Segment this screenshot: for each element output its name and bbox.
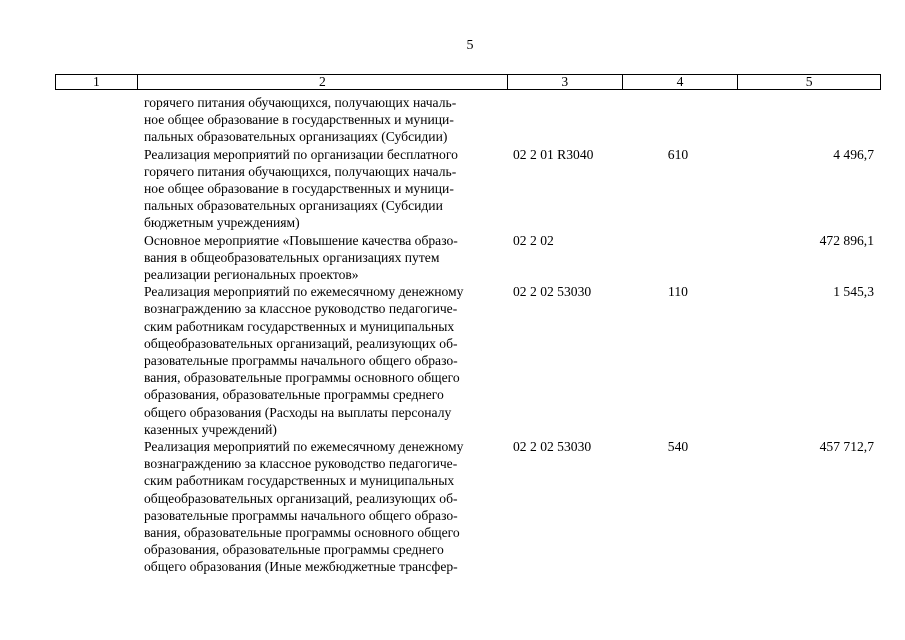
- description-line: реализации региональных проектов»: [144, 267, 359, 283]
- header-col-3: 3: [507, 75, 622, 89]
- row-expense-type: 540: [667, 439, 689, 455]
- description-line: образования, образовательные программы среднего: [144, 387, 444, 403]
- description-line: ное общее образование в государственных и муници-: [144, 112, 454, 128]
- row-expense-type: 610: [667, 146, 689, 162]
- row-amount: 472 896,1: [819, 232, 874, 248]
- description-line: ским работникам государственных и муниципальных: [144, 318, 455, 334]
- row-description: [55, 283, 507, 438]
- table-body: [55, 94, 881, 576]
- description-line: ским работникам государственных и муниципальных: [144, 473, 455, 489]
- row-code: 02 2 02 53030: [513, 284, 592, 300]
- table-row: [55, 146, 881, 232]
- table-row: [55, 283, 881, 438]
- description-line: вознаграждению за классное руководство педагогиче-: [144, 301, 458, 317]
- row-expense-type: [622, 232, 738, 284]
- row-description: [55, 94, 507, 146]
- description-line: вознаграждению за классное руководство педагогиче-: [144, 456, 458, 472]
- row-code: [507, 94, 622, 146]
- row-expense-type: 110: [668, 284, 688, 300]
- description-line: пальных образовательных организациях (Субсидии: [144, 198, 443, 214]
- table-row: [55, 94, 881, 146]
- row-description: [55, 438, 507, 576]
- row-amount: 1 545,3: [833, 284, 874, 300]
- description-line: образования, образовательные программы среднего: [144, 542, 444, 558]
- description-line: общего образования (Расходы на выплаты персоналу: [144, 404, 452, 420]
- row-code: 02 2 02 53030: [513, 439, 592, 455]
- row-code: 02 2 01 R3040: [513, 146, 594, 162]
- description-line: горячего питания обучающихся, получающих началь-: [144, 95, 457, 110]
- row-code: 02 2 02: [513, 232, 554, 248]
- description-line: пальных образовательных организациях (Субсидии): [144, 129, 448, 145]
- description-line: разовательные программы начального общего образо-: [144, 353, 458, 369]
- header-col-5: 5: [737, 75, 880, 89]
- header-col-2: 2: [137, 75, 507, 89]
- row-expense-type: [622, 94, 738, 146]
- description-line: общеобразовательных организаций, реализующих об-: [144, 335, 458, 351]
- description-line: Реализация мероприятий по организации бесплатного: [144, 146, 458, 162]
- header-col-1: 1: [93, 74, 100, 89]
- description-line: вания, образовательные программы основного общего: [144, 370, 460, 386]
- description-line: общеобразовательных организаций, реализующих об-: [144, 490, 458, 506]
- description-line: бюджетным учреждениям): [144, 215, 300, 231]
- description-line: общего образования (Иные межбюджетные трансфер-: [144, 559, 458, 575]
- description-line: вания, образовательные программы основного общего: [144, 525, 460, 541]
- row-description: [55, 146, 507, 232]
- description-line: горячего питания обучающихся, получающих началь-: [144, 163, 457, 179]
- description-line: Реализация мероприятий по ежемесячному денежному: [144, 439, 464, 455]
- description-line: вания в общеобразовательных организациях путем: [144, 249, 440, 265]
- row-amount: 457 712,7: [819, 439, 874, 455]
- header-col-4: 4: [622, 75, 738, 89]
- description-line: казенных учреждений): [144, 421, 277, 437]
- description-line: Основное мероприятие «Повышение качества образо-: [144, 232, 458, 248]
- description-line: разовательные программы начального общего образо-: [144, 507, 458, 523]
- row-amount: [738, 94, 881, 146]
- page-number: 5: [466, 38, 474, 53]
- description-line: ное общее образование в государственных и муници-: [144, 181, 454, 197]
- table-header: [55, 74, 881, 90]
- table-row: [55, 438, 881, 576]
- description-line: Реализация мероприятий по ежемесячному денежному: [144, 284, 464, 300]
- row-amount: 4 496,7: [833, 146, 874, 162]
- table-row: [55, 232, 881, 284]
- row-description: [55, 232, 507, 284]
